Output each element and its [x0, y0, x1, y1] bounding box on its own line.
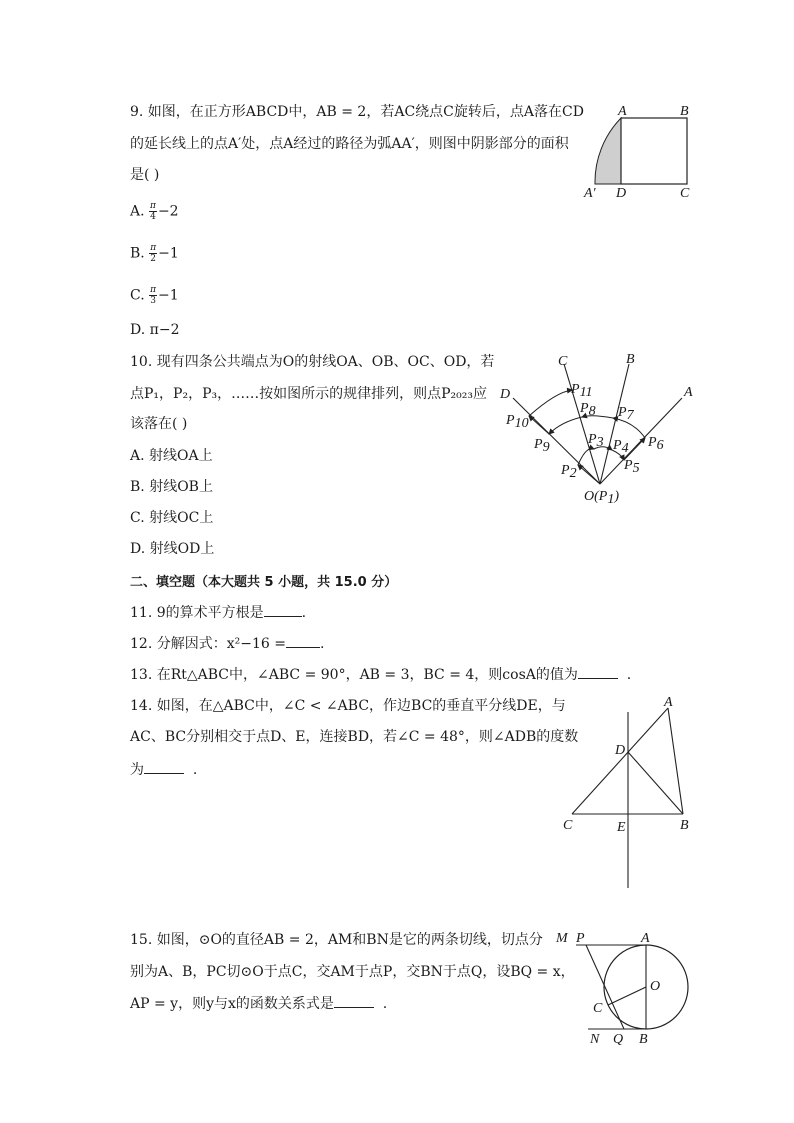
label-b: B	[680, 104, 689, 119]
arrow-p8-p9	[549, 417, 582, 434]
q9-line3: 是( )	[130, 167, 160, 183]
q11-text: 11. 9的算术平方根是	[130, 605, 264, 621]
q10-option-d[interactable]	[130, 539, 214, 559]
option-label: C.	[130, 510, 145, 526]
label-o: O	[650, 979, 661, 994]
option-label: A.	[130, 203, 145, 220]
q9-option-b[interactable]	[130, 243, 179, 264]
option-text: 射线OD上	[149, 541, 215, 557]
label-p7: P7	[618, 405, 634, 423]
q15-line1: 15. 如图，⊙O的直径AB = 2，AM和BN是它的两条切线，切点分	[130, 932, 543, 948]
q15-figure	[550, 926, 696, 1048]
option-text: 射线OA上	[149, 448, 213, 464]
q11-end: .	[301, 605, 307, 621]
q15-line3-text: AP = y，则y与x的函数关系式是	[130, 996, 334, 1012]
answer-blank[interactable]	[264, 602, 302, 617]
q12	[130, 633, 324, 654]
label-p5: P5	[624, 458, 640, 476]
q10-option-a[interactable]	[130, 446, 213, 466]
q14-line2: AC、BC分别相交于点D、E，连接BD，若∠C = 48°，则∠ADB的度数	[130, 729, 579, 745]
label-p: P	[576, 931, 585, 946]
fraction: $\frac{\pi}{3}$	[150, 285, 157, 306]
q10-line2: 点P₁，P₂，P₃，……按如图所示的规律排列，则点P₂₀₂₃应	[130, 386, 487, 402]
shaded-region	[595, 118, 621, 184]
option-label: B.	[130, 245, 145, 262]
label-e: E	[617, 820, 626, 835]
label-d: D	[500, 387, 511, 402]
label-d: D	[616, 186, 627, 201]
radius-oc	[608, 987, 646, 1005]
arrow-p10-p11	[529, 390, 572, 416]
option-label: D.	[130, 541, 146, 557]
q13-text: 13. 在Rt△ABC中，∠ABC = 90°，AB = 3，BC = 4，则cosA的值为	[130, 667, 578, 683]
q12-text: 12. 分解因式：x²−16 =	[130, 636, 286, 652]
q12-end: .	[319, 636, 325, 652]
fraction: $\frac{\pi}{4}$	[150, 201, 156, 222]
label-a-prime: A′	[584, 186, 596, 201]
option-label: A.	[130, 448, 145, 464]
q9-option-a[interactable]	[130, 201, 179, 222]
segment-bd	[628, 752, 683, 814]
side-ca	[572, 708, 668, 814]
label-p8: P8	[580, 401, 596, 419]
option-text: 射线OC上	[149, 510, 214, 526]
answer-blank[interactable]	[144, 759, 184, 774]
label-d: D	[615, 743, 626, 758]
q14-figure	[558, 692, 698, 892]
label-c: C	[558, 354, 568, 369]
q15-line2: 别为A、B，PC切⊙O于点C，交AM于点P，交BN于点Q，设BQ = x，	[130, 964, 575, 980]
label-p6: P6	[648, 435, 664, 453]
q9-line2: 的延长线上的点A′处，点A经过的路径为弧AA′，则图中阴影部分的面积	[130, 136, 569, 152]
arrow-p7-p8	[582, 416, 613, 418]
q10-option-b[interactable]	[130, 477, 213, 497]
label-p11: P11	[571, 382, 593, 400]
label-a: A	[684, 385, 693, 400]
label-b: B	[639, 1032, 648, 1047]
square-abcd	[621, 118, 687, 184]
label-c: C	[680, 186, 690, 201]
answer-blank[interactable]	[286, 633, 320, 648]
q10-option-c[interactable]	[130, 508, 213, 528]
q15-line3	[130, 993, 387, 1014]
q10-line1: 10. 现有四条公共端点为O的射线OA、OB、OC、OD，若	[130, 354, 495, 370]
option-label: D.	[130, 322, 146, 338]
label-p4: P4	[613, 438, 629, 456]
label-p2: P2	[561, 463, 577, 481]
answer-blank[interactable]	[578, 664, 618, 679]
q9-option-d[interactable]	[130, 320, 179, 340]
label-q: Q	[613, 1032, 624, 1047]
section-title: 二、填空题（本大题共 5 小题，共 15.0 分）	[130, 575, 398, 590]
option-rest: −1	[158, 245, 179, 262]
label-p3: P3	[588, 432, 604, 450]
q13-end: .	[626, 667, 632, 683]
q14-line3	[130, 759, 197, 780]
q14-line1: 14. 如图，在△ABC中，∠C < ∠ABC，作边BC的垂直平分线DE，与	[130, 698, 566, 714]
q9-option-c[interactable]	[130, 285, 179, 306]
option-rest: −1	[158, 287, 179, 304]
label-p10: P10	[506, 413, 529, 431]
arrow-p9-p10	[529, 416, 549, 434]
option-label: B.	[130, 479, 145, 495]
q14-end: .	[192, 762, 198, 778]
option-text: 射线OB上	[149, 479, 213, 495]
label-n: N	[590, 1032, 600, 1047]
label-b: B	[680, 818, 689, 833]
label-p9: P9	[534, 437, 550, 455]
option-label: C.	[130, 287, 145, 304]
tangent-pq	[586, 945, 624, 1029]
q14-line3-text: 为	[130, 762, 144, 778]
label-a: A	[664, 695, 673, 710]
label-a: A	[641, 931, 650, 946]
label-a: A	[618, 104, 627, 119]
label-c: C	[593, 1001, 603, 1016]
label-o: O(P1)	[584, 489, 619, 507]
side-ab	[668, 708, 683, 814]
q13	[130, 664, 631, 685]
fraction: $\frac{\pi}{2}$	[150, 243, 157, 264]
q9-figure	[578, 98, 698, 204]
q10-line3: 该落在( )	[130, 416, 188, 432]
q9-line1: 9. 如图，在正方形ABCD中，AB = 2，若AC绕点C旋转后，点A落在CD	[130, 104, 584, 120]
q11	[130, 602, 306, 623]
label-m: M	[556, 931, 568, 946]
option-rest: −2	[157, 203, 179, 220]
label-b: B	[626, 352, 635, 367]
answer-blank[interactable]	[334, 993, 374, 1008]
q10-figure	[496, 350, 700, 510]
q15-end: .	[382, 996, 388, 1012]
option-text: π−2	[149, 322, 180, 338]
label-c: C	[563, 818, 573, 833]
